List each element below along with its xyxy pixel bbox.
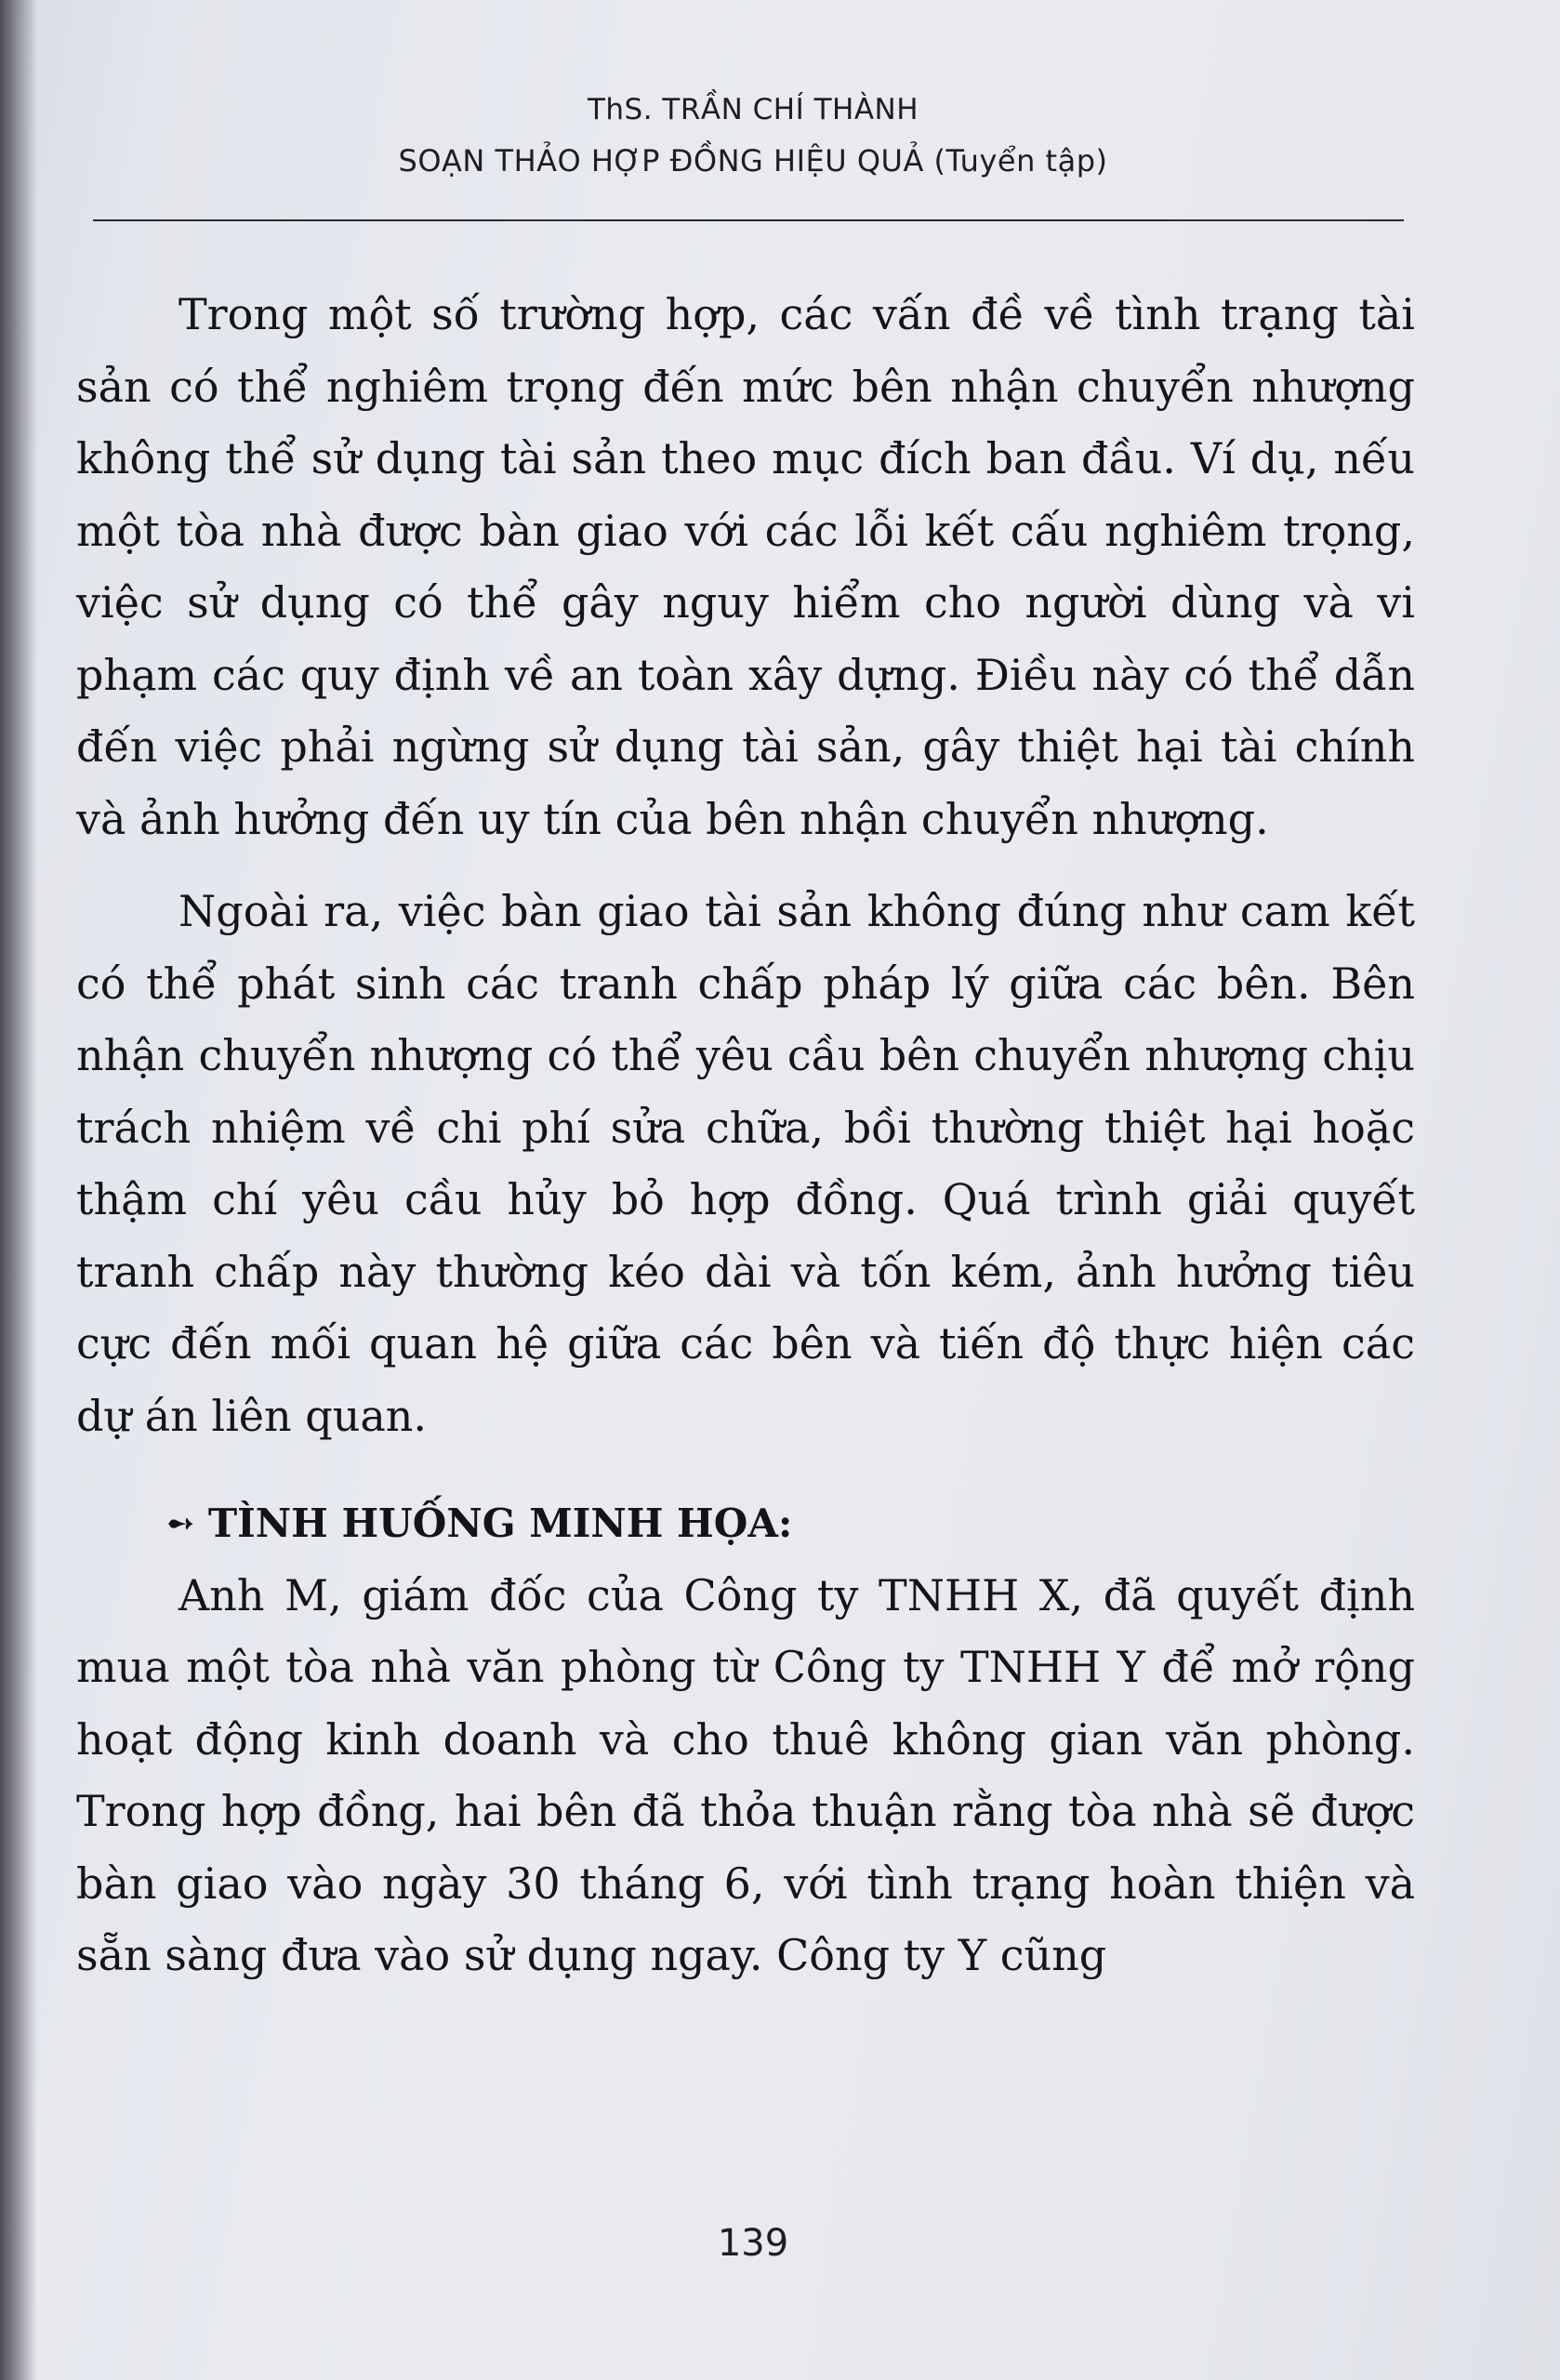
page-number: 139 xyxy=(717,2222,789,2265)
running-head-book-title: SOẠN THẢO HỢP ĐỒNG HIỆU QUẢ (Tuyển tập) xyxy=(398,143,1108,178)
book-spine-shadow xyxy=(0,0,37,2380)
paragraph-1: Trong một số trường hợp, các vấn đề về tình trạng tài sản có thể nghiêm trọng đến mức bên nhận chuyển nhượng không thể sử dụng tài sản theo mục đích ban đầu. Ví dụ, nếu một tòa nhà được bàn giao với các lỗi kết cấu nghiêm trọng, việc sử dụng có thể gây nguy hiểm cho người dùng và vi phạm các quy định về an toàn xây dựng. Điều này có thể dẫn đến việc phải ngừng sử dụng tài sản, gây thiệt hại tài chính và ảnh hưởng đến uy tín của bên nhận chuyển nhượng. xyxy=(76,289,1415,844)
paragraph-2: Ngoài ra, việc bàn giao tài sản không đúng như cam kết có thể phát sinh các tranh chấp pháp lý giữa các bên. Bên nhận chuyển nhượng có thể yêu cầu bên chuyển nhượng chịu trách nhiệm về chi phí sửa chữa, bồi thường thiệt hại hoặc thậm chí yêu cầu hủy bỏ hợp đồng. Quá trình giải quyết tranh chấp này thường kéo dài và tốn kém, ảnh hưởng tiêu cực đến mối quan hệ giữa các bên và tiến độ thực hiện các dự án liên quan. xyxy=(76,886,1415,1441)
main-text xyxy=(76,279,1415,1992)
section-heading-text: TÌNH HUỐNG MINH HỌA: xyxy=(207,1501,793,1546)
section-heading xyxy=(165,1488,1415,1560)
running-head-author: ThS. TRẦN CHÍ THÀNH xyxy=(587,93,919,126)
header-divider xyxy=(93,219,1404,221)
arrow-bullet-icon: ➻ xyxy=(165,1502,195,1543)
paragraph-3: Anh M, giám đốc của Công ty TNHH X, đã quyết định mua một tòa nhà văn phòng từ Công ty TNHH Y để mở rộng hoạt động kinh doanh và cho thuê không gian văn phòng. Trong hợp đồng, hai bên đã thỏa thuận rằng tòa nhà sẽ được bàn giao vào ngày 30 tháng 6, với tình trạng hoàn thiện và sẵn sàng đưa vào sử dụng ngay. Công ty Y cũng xyxy=(76,1569,1415,1980)
